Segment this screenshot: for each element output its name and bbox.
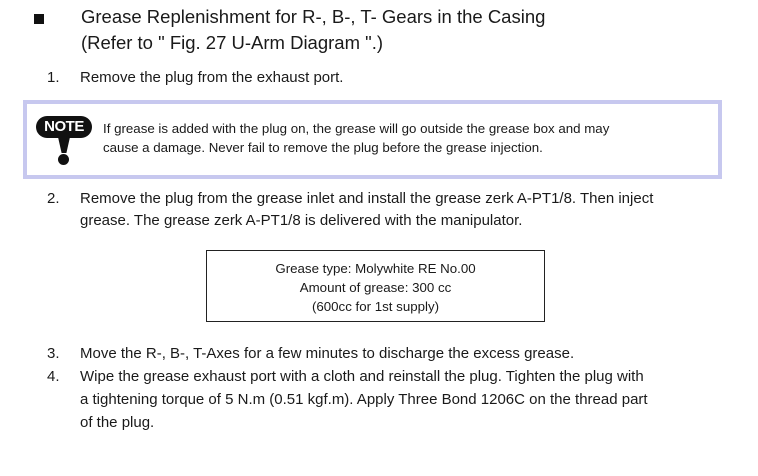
step-text: Move the R-, B-, T-Axes for a few minutes to discharge the excess grease. <box>80 345 575 362</box>
note-label: NOTE <box>36 116 92 138</box>
note-box <box>23 100 722 179</box>
step-text: Wipe the grease exhaust port with a cloth and reinstall the plug. Tighten the plug with <box>80 368 644 385</box>
step-number: 3. <box>47 345 60 362</box>
step-text: Remove the plug from the grease inlet and install the grease zerk A-PT1/8. Then inject <box>80 190 654 207</box>
heading-reference: (Refer to " Fig. 27 U-Arm Diagram ".) <box>81 32 383 53</box>
grease-spec-box <box>206 250 545 322</box>
square-bullet-icon <box>34 14 44 24</box>
step-text: of the plug. <box>80 414 155 431</box>
note-icon <box>36 116 96 166</box>
step-text: a tightening torque of 5 N.m (0.51 kgf.m). Apply Three Bond 1206C on the thread part <box>80 391 648 408</box>
grease-first-supply: (600cc for 1st supply) <box>311 299 440 314</box>
step-number: 1. <box>47 69 60 86</box>
step-number: 4. <box>47 368 60 385</box>
note-text <box>103 119 609 157</box>
note-line: If grease is added with the plug on, the grease will go outside the grease box and may <box>103 121 610 136</box>
grease-type: Grease type: Molywhite RE No.00 <box>275 261 476 276</box>
step-text: Remove the plug from the exhaust port. <box>80 69 344 86</box>
step-number: 2. <box>47 190 60 207</box>
note-line: cause a damage. Never fail to remove the plug before the grease injection. <box>103 140 543 155</box>
grease-amount: Amount of grease: 300 cc <box>299 280 452 295</box>
step-text: grease. The grease zerk A-PT1/8 is delivered with the manipulator. <box>80 212 523 229</box>
heading-title: Grease Replenishment for R-, B-, T- Gears in the Casing <box>81 6 546 27</box>
